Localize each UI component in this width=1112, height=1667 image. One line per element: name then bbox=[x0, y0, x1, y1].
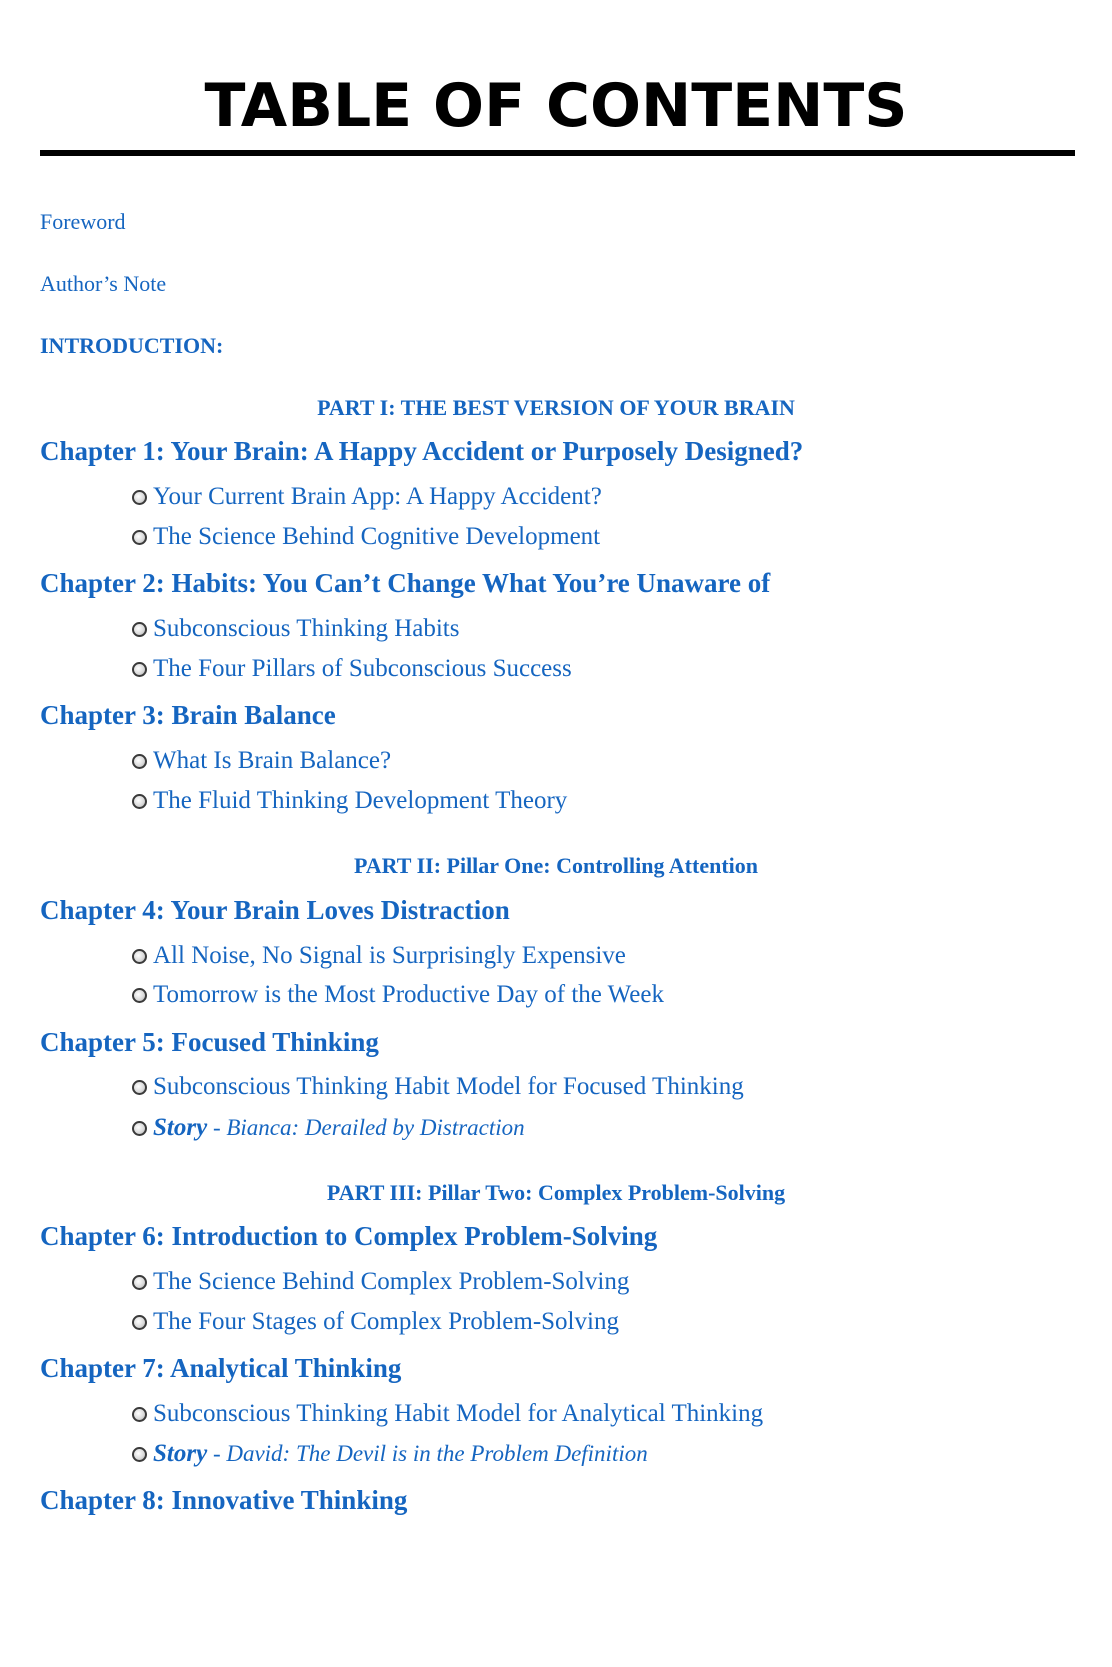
story-title: - Bianca: Derailed by Distraction bbox=[207, 1115, 525, 1140]
toc-section[interactable] bbox=[132, 1073, 744, 1101]
toc-chapter-3[interactable]: Chapter 3: Brain Balance bbox=[40, 700, 336, 730]
circle-bullet-icon bbox=[132, 754, 147, 769]
toc-link-foreword[interactable]: Foreword bbox=[40, 209, 126, 234]
toc-section[interactable] bbox=[132, 981, 664, 1009]
toc-section[interactable] bbox=[132, 615, 459, 643]
toc-chapter-2[interactable]: Chapter 2: Habits: You Can’t Change What You’re Unaware of bbox=[40, 568, 771, 598]
circle-bullet-icon bbox=[132, 949, 147, 964]
toc-link-introduction[interactable]: INTRODUCTION: bbox=[40, 333, 224, 358]
toc-section[interactable] bbox=[132, 483, 602, 511]
section-label: The Science Behind Cognitive Development bbox=[153, 523, 601, 550]
title-divider bbox=[40, 150, 1075, 156]
toc-link-authors-note[interactable]: Author’s Note bbox=[40, 271, 167, 296]
circle-bullet-icon bbox=[132, 490, 147, 505]
toc-chapter-5[interactable]: Chapter 5: Focused Thinking bbox=[40, 1027, 379, 1057]
toc-section[interactable] bbox=[132, 942, 626, 970]
toc-part-3[interactable]: PART III: Pillar Two: Complex Problem-Solving bbox=[326, 1180, 786, 1205]
circle-bullet-icon bbox=[132, 1315, 147, 1330]
toc-section[interactable] bbox=[132, 1400, 763, 1428]
toc-chapter-6[interactable]: Chapter 6: Introduction to Complex Problem-Solving bbox=[40, 1221, 658, 1251]
toc-part-2[interactable]: PART II: Pillar One: Controlling Attention bbox=[353, 853, 758, 878]
toc-chapter-1[interactable]: Chapter 1: Your Brain: A Happy Accident or Purposely Designed? bbox=[40, 436, 804, 466]
toc-section[interactable] bbox=[132, 655, 572, 683]
circle-bullet-icon bbox=[132, 622, 147, 637]
toc-section[interactable] bbox=[132, 747, 391, 775]
page-title: TABLE OF CONTENTS bbox=[204, 71, 908, 141]
section-label: Tomorrow is the Most Productive Day of the Week bbox=[153, 981, 664, 1008]
toc-chapter-4[interactable]: Chapter 4: Your Brain Loves Distraction bbox=[40, 895, 510, 925]
circle-bullet-icon bbox=[132, 1275, 147, 1290]
circle-bullet-icon bbox=[132, 988, 147, 1003]
section-label: The Science Behind Complex Problem-Solving bbox=[153, 1268, 630, 1295]
circle-bullet-icon bbox=[132, 1121, 147, 1136]
section-label: What Is Brain Balance? bbox=[153, 747, 392, 774]
toc-chapter-8[interactable]: Chapter 8: Innovative Thinking bbox=[40, 1485, 408, 1515]
toc-section[interactable] bbox=[132, 1268, 629, 1296]
toc-part-1[interactable]: PART I: THE BEST VERSION OF YOUR BRAIN bbox=[317, 395, 795, 420]
section-label: The Fluid Thinking Development Theory bbox=[153, 787, 568, 814]
section-label: Subconscious Thinking Habit Model for Analytical Thinking bbox=[153, 1400, 764, 1427]
section-label: Subconscious Thinking Habits bbox=[153, 615, 460, 642]
section-label: The Four Pillars of Subconscious Success bbox=[153, 655, 572, 682]
section-label: The Four Stages of Complex Problem-Solving bbox=[153, 1308, 619, 1335]
circle-bullet-icon bbox=[132, 530, 147, 545]
toc-section[interactable] bbox=[132, 523, 600, 551]
story-label: Story bbox=[153, 1440, 208, 1467]
toc-story-section[interactable] bbox=[132, 1440, 648, 1468]
circle-bullet-icon bbox=[132, 1407, 147, 1422]
toc-chapter-7[interactable]: Chapter 7: Analytical Thinking bbox=[40, 1353, 402, 1383]
toc-story-section[interactable] bbox=[132, 1114, 525, 1142]
circle-bullet-icon bbox=[132, 1447, 147, 1462]
circle-bullet-icon bbox=[132, 1080, 147, 1095]
toc-section[interactable] bbox=[132, 787, 567, 815]
story-label: Story bbox=[153, 1114, 208, 1141]
section-label: All Noise, No Signal is Surprisingly Expensive bbox=[153, 942, 626, 969]
section-label: Your Current Brain App: A Happy Accident? bbox=[153, 483, 602, 510]
circle-bullet-icon bbox=[132, 794, 147, 809]
story-title: - David: The Devil is in the Problem Definition bbox=[207, 1441, 648, 1466]
section-label: Subconscious Thinking Habit Model for Focused Thinking bbox=[153, 1073, 744, 1100]
circle-bullet-icon bbox=[132, 662, 147, 677]
toc-section[interactable] bbox=[132, 1308, 619, 1336]
